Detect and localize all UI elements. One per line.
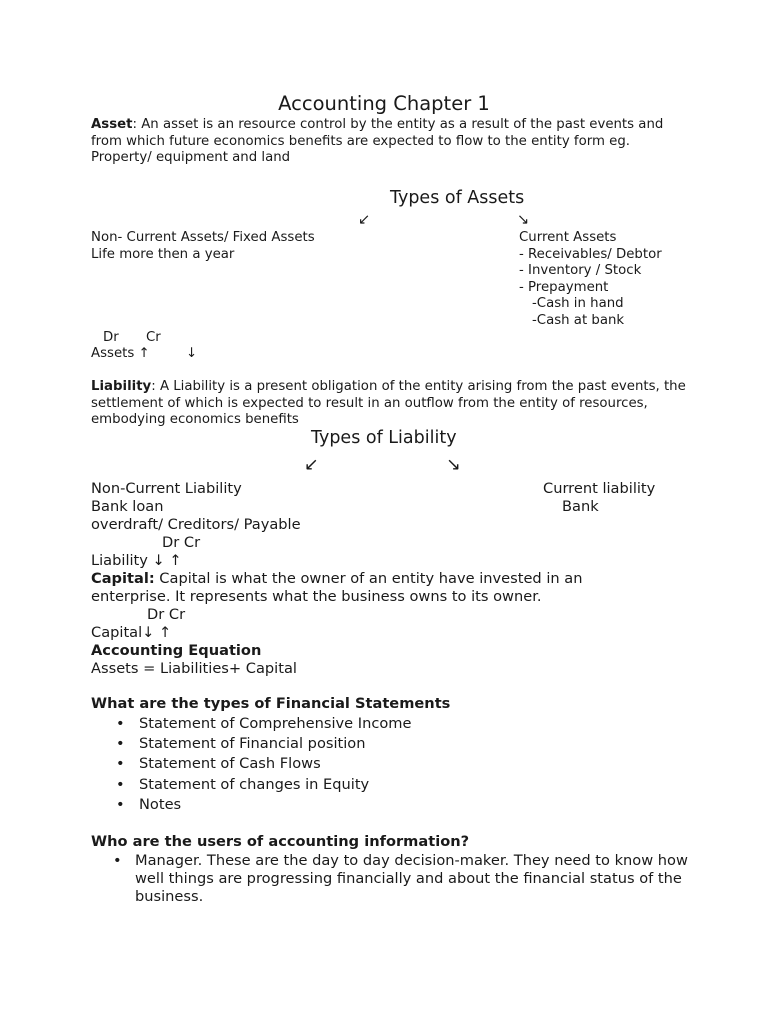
accounting-equation-formula: Assets = Liabilities+ Capital bbox=[91, 660, 297, 677]
arrow-down-left-icon: ↙ bbox=[304, 455, 319, 475]
overdraft-label: overdraft/ Creditors/ Payable bbox=[91, 516, 301, 533]
arrow-down-icon: ↓ bbox=[186, 346, 198, 362]
assets-dr-label: Dr bbox=[103, 329, 119, 345]
financial-statements-heading: What are the types of Financial Statements bbox=[91, 695, 451, 712]
current-asset-item: - Receivables/ Debtor bbox=[519, 246, 662, 262]
users-list bbox=[91, 852, 695, 907]
bank-label: Bank bbox=[562, 498, 599, 515]
assets-row: Assets ↑ bbox=[91, 346, 150, 362]
liability-definition bbox=[91, 379, 691, 429]
bullet-icon: • bbox=[116, 715, 125, 732]
capital-definition-text: Capital is what the owner of an entity have invested in an enterprise. It represents what the business owns to its owner. bbox=[91, 570, 583, 606]
non-current-liability-label: Non-Current Liability bbox=[91, 480, 242, 497]
arrow-down-right-icon: ↘ bbox=[517, 211, 530, 228]
page-title: Accounting Chapter 1 bbox=[278, 92, 490, 115]
bullet-icon: • bbox=[116, 735, 125, 753]
capital-drcr-label: Dr Cr bbox=[147, 606, 186, 623]
current-assets-label: Current Assets bbox=[519, 230, 617, 245]
non-current-assets-note: Life more then a year bbox=[91, 246, 235, 262]
liability-definition-text: : A Liability is a present obligation of the entity arising from the past events, the settlement of which is expected to result in an outflow from the entity of resources, embodying economics benefits bbox=[91, 379, 686, 428]
capital-definition bbox=[91, 570, 651, 606]
current-asset-item: - Inventory / Stock bbox=[519, 263, 642, 279]
bullet-icon: • bbox=[116, 795, 125, 813]
types-of-liability-heading: Types of Liability bbox=[311, 428, 457, 448]
types-of-assets-heading: Types of Assets bbox=[390, 188, 525, 208]
list-item: • Manager. These are the day to day decision-maker. They need to know how well things are progressing financially and about the financial status of the business. bbox=[113, 852, 688, 906]
arrow-down-left-icon: ↙ bbox=[358, 211, 371, 228]
bank-loan-label: Bank loan bbox=[91, 498, 164, 515]
list-item: • Statement of Comprehensive Income bbox=[91, 714, 412, 734]
bullet-icon: • bbox=[113, 852, 122, 869]
liability-drcr-label: Dr Cr bbox=[162, 534, 201, 551]
current-asset-item: -Cash in hand bbox=[532, 296, 624, 312]
list-item: • Statement of Financial position bbox=[91, 734, 412, 754]
liability-term: Liability bbox=[91, 379, 152, 394]
asset-term: Asset bbox=[91, 117, 133, 132]
financial-statements-list bbox=[91, 714, 412, 815]
liability-row: Liability ↓ ↑ bbox=[91, 552, 182, 569]
asset-definition bbox=[91, 117, 691, 167]
accounting-equation-heading: Accounting Equation bbox=[91, 642, 262, 659]
capital-row: Capital↓ ↑ bbox=[91, 624, 172, 641]
list-item: • Statement of changes in Equity bbox=[91, 775, 412, 795]
arrow-down-right-icon: ↘ bbox=[446, 455, 461, 475]
assets-cr-label: Cr bbox=[146, 329, 161, 345]
asset-definition-text: : An asset is an resource control by the entity as a result of the past events and from which future economics benefits are expected to flow to the entity form eg. Property/ equipment and land bbox=[91, 117, 664, 166]
non-current-assets-label: Non- Current Assets/ Fixed Assets bbox=[91, 230, 315, 245]
list-item: • Notes bbox=[91, 795, 412, 815]
bullet-icon: • bbox=[116, 775, 125, 793]
bullet-icon: • bbox=[116, 755, 125, 773]
capital-term: Capital: bbox=[91, 570, 155, 587]
list-item: • Statement of Cash Flows bbox=[91, 754, 412, 774]
current-liability-label: Current liability bbox=[543, 480, 656, 497]
current-asset-item: -Cash at bank bbox=[532, 313, 625, 328]
users-heading: Who are the users of accounting information? bbox=[91, 833, 470, 850]
current-asset-item: - Prepayment bbox=[519, 279, 609, 295]
